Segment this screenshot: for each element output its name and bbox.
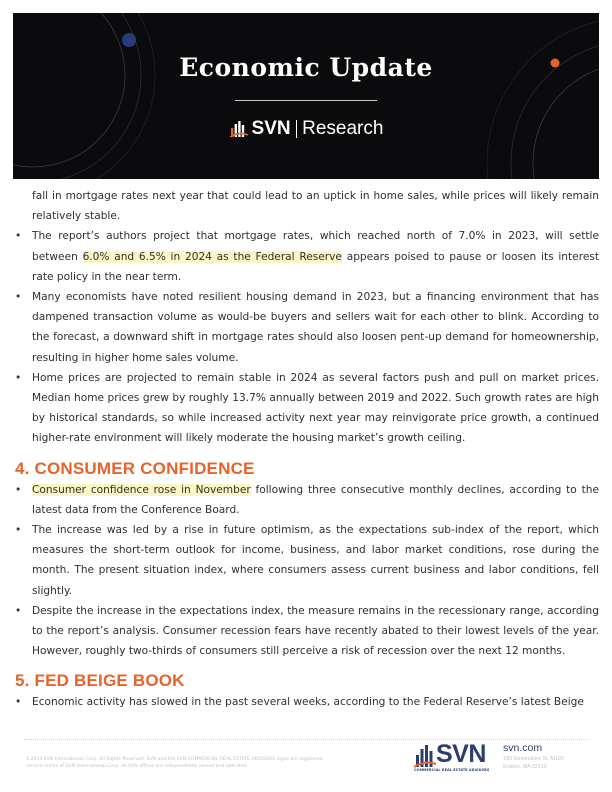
footer-logo-word: SVN (436, 740, 486, 768)
orbit-decoration (13, 13, 599, 179)
bullet-text: following three consecutive monthly declines, according to the latest data from the Conference Board. (32, 483, 599, 516)
intro-continuation: fall in mortgage rates next year that could lead to an uptick in home sales, while prices will likely remain relatively stable. (32, 190, 599, 223)
footer-contact (503, 742, 564, 771)
banner-title: Economic Update (179, 53, 433, 82)
section-heading-fed-beige-book: 5. FED BEIGE BOOK (15, 671, 185, 691)
banner-divider (235, 100, 377, 101)
highlighted-text: Consumer confidence rose in November (32, 483, 251, 496)
list-item: • Home prices are projected to remain stable in 2024 as several factors push and pull on market prices. Median home prices grew by roughly 13.7% annually between 2019 and 2022. Such growth rates are high by historical standards, so while increased activity next year may reinvigorate price growth, a continued higher-rate environment will likely moderate the housing market’s growth ceiling. (15, 368, 599, 449)
list-item: • The increase was led by a rise in future optimism, as the expectations sub-index of the report, which measures the short-term outlook for income, business, and labor market conditions, rose during the month. The present situation index, where consumers assess current business and labor conditions, fell slightly. (15, 520, 599, 601)
planet-left-icon (122, 33, 136, 47)
section5-bullet-list (15, 692, 599, 712)
brand-name: SVN (251, 118, 291, 139)
address-line-1: 185 Devonshire St, M102 (503, 756, 564, 762)
section-heading-consumer-confidence: 4. CONSUMER CONFIDENCE (15, 458, 255, 478)
bullet-text: appears poised to pause or loosen its interest rate policy in the near term. (32, 250, 600, 283)
brand-separator (296, 120, 298, 138)
banner-brand (13, 118, 599, 140)
header-banner (13, 13, 599, 179)
highlighted-text: 6.0% and 6.5% in 2024 as the Federal Reserve (82, 250, 342, 263)
list-item: • Many economists have noted resilient housing demand in 2023, but a financing environment that has dampened transaction volume as would-be buyers and sellers wait for each other to blink. According to the forecast, a downward shift in mortgage rates should also loosen pent-up demand for homeownership, resulting in higher home sales volume. (15, 287, 599, 368)
list-item (15, 480, 599, 520)
svn-building-icon (414, 743, 436, 769)
footer-divider (24, 739, 588, 740)
svn-logo-icon (229, 119, 249, 139)
footer-logo-tagline: COMMERCIAL REAL ESTATE ADVISORS (414, 768, 490, 772)
website-link[interactable]: svn.com (503, 742, 543, 754)
list-item: • Economic activity has slowed in the past several weeks, according to the Federal Reserve’s latest Beige (15, 692, 599, 712)
address-line-2: Boston, MA 02110 (503, 764, 547, 770)
footer-logo (414, 741, 494, 775)
brand-section: Research (302, 118, 384, 139)
bullet-text: The report’s authors project that mortgage rates, which reached north of 7.0% in 2023, will settle between (32, 230, 599, 263)
article-body (15, 186, 599, 713)
section4-bullet-list (15, 480, 599, 662)
list-item (15, 226, 599, 287)
footer-legal-text: ©2023 SVN International Corp. All Rights Reserved. SVN and the SVN COMMERCIAL REAL ESTATE ADVISORS logos are registered service marks of SVN International Corp. All SVN offices are independently owned and operated. (26, 757, 323, 769)
section3-bullet-list (15, 226, 599, 448)
list-item: • Despite the increase in the expectations index, the measure remains in the recessionary range, according to the report’s analysis. Consumer recession fears have recently abated to their lowest levels of the year. However, roughly two-thirds of consumers still perceive a risk of recession over the next 12 months. (15, 601, 599, 662)
